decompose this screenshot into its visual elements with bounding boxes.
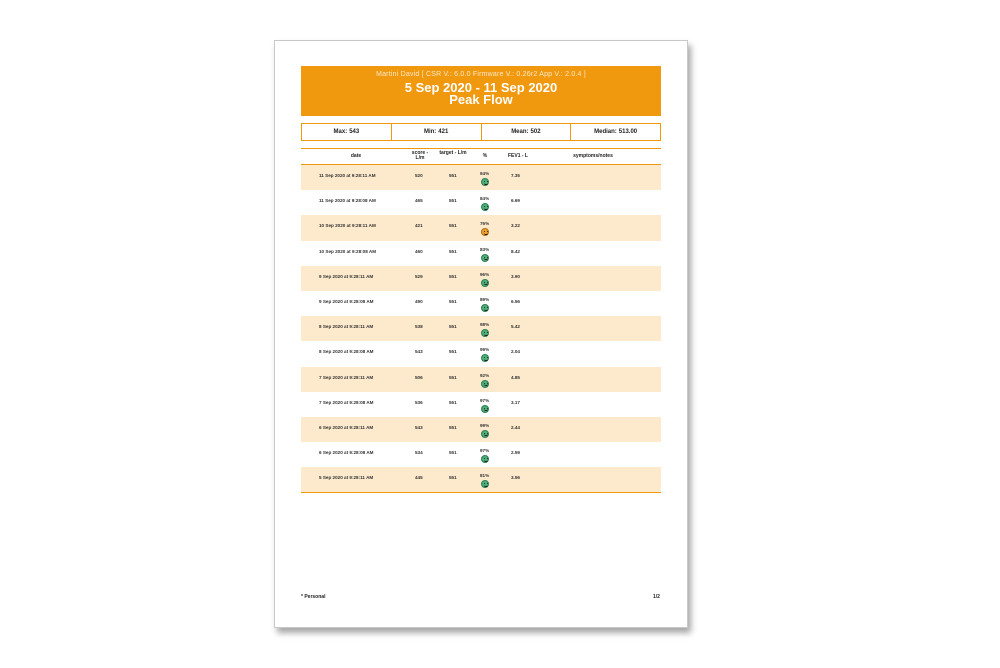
col-date: date: [350, 153, 362, 159]
cell-score: 421: [415, 223, 423, 229]
stat-median: Median: 513.00: [594, 129, 638, 135]
table-row: [301, 266, 661, 291]
cell-target: 551: [449, 298, 457, 304]
cell-date: 7 Sep 2020 at 9:28:11 AM: [319, 374, 374, 380]
report-page: [274, 40, 688, 628]
smiley-face-icon: [481, 430, 489, 438]
table-row: [301, 367, 661, 392]
col-percent: %: [482, 153, 488, 159]
report-header: [301, 66, 661, 116]
cell-fev1: 2.04: [511, 349, 520, 355]
smiley-face-icon: [481, 279, 489, 287]
cell-score: 538: [415, 324, 423, 330]
cell-score: 543: [415, 424, 423, 430]
table-row: [301, 190, 661, 215]
cell-score: 506: [415, 374, 423, 380]
cell-fev1: 4.85: [511, 374, 520, 380]
report-title: Peak Flow: [449, 92, 513, 107]
date-range: 5 Sep 2020 - 11 Sep 2020: [404, 80, 558, 95]
cell-percent: 89%: [480, 296, 490, 302]
cell-score: 460: [415, 248, 423, 254]
cell-percent: 94%: [480, 171, 490, 176]
cell-percent: 99%: [480, 347, 490, 353]
table-row: [301, 165, 661, 190]
cell-date: 6 Sep 2020 at 9:28:08 AM: [319, 450, 374, 456]
cell-score: 534: [415, 450, 423, 456]
cell-date: 10 Sep 2020 at 9:28:11 AM: [319, 223, 376, 229]
table-row: [301, 341, 661, 366]
col-notes: symptoms/notes: [573, 153, 613, 159]
table-row: [301, 291, 661, 316]
peak-flow-table: [301, 148, 661, 493]
cell-percent: 81%: [480, 473, 490, 479]
cell-percent: 76%: [480, 221, 490, 227]
cell-score: 445: [415, 475, 423, 481]
smiley-face-icon: [481, 480, 489, 488]
cell-target: 551: [449, 248, 457, 254]
table-body: [301, 165, 661, 493]
smiley-face-icon: [481, 405, 489, 413]
patient-device-info: Martini David [ CSR V.: 6.0.0 Firmware V.: 0.26r2 App V.: 2.0.4 ]: [376, 71, 586, 78]
cell-target: 551: [449, 374, 457, 380]
cell-fev1: 7.35: [511, 173, 520, 178]
cell-fev1: 2.59: [511, 450, 520, 456]
cell-target: 551: [449, 273, 457, 279]
cell-target: 551: [449, 349, 457, 355]
cell-score: 529: [415, 273, 423, 279]
cell-score: 465: [415, 198, 423, 204]
cell-fev1: 8.42: [511, 248, 520, 254]
table-header: [301, 148, 661, 165]
cell-score: 490: [415, 298, 423, 304]
cell-date: 7 Sep 2020 at 9:28:08 AM: [319, 399, 374, 405]
summary-stats: [301, 123, 661, 141]
cell-target: 551: [449, 198, 457, 204]
smiley-face-icon: [481, 254, 489, 262]
stat-min: Min: 421: [392, 124, 482, 140]
cell-percent: 98%: [480, 322, 490, 328]
cell-score: 520: [415, 173, 423, 178]
cell-target: 551: [449, 399, 457, 405]
col-score: score - L/m: [411, 150, 429, 161]
neutral-face-icon: [481, 228, 489, 236]
cell-fev1: 3.56: [511, 475, 520, 481]
cell-fev1: 6.56: [511, 298, 520, 304]
table-row: [301, 467, 661, 492]
smiley-face-icon: [481, 304, 489, 312]
stat-max: Max: 543: [302, 124, 392, 140]
smiley-face-icon: [481, 455, 489, 463]
table-row: [301, 316, 661, 341]
smiley-face-icon: [481, 203, 489, 211]
cell-date: 8 Sep 2020 at 9:28:11 AM: [319, 324, 374, 330]
cell-target: 551: [449, 424, 457, 430]
table-row: [301, 241, 661, 266]
table-row: [301, 215, 661, 240]
col-fev1: FEV1 - L: [507, 153, 528, 159]
table-row: [301, 442, 661, 467]
cell-fev1: 3.90: [511, 273, 520, 279]
cell-date: 6 Sep 2020 at 9:28:11 AM: [319, 424, 374, 430]
cell-fev1: 2.44: [511, 424, 520, 430]
table-row: [301, 392, 661, 417]
smiley-face-icon: [481, 178, 489, 186]
cell-percent: 92%: [480, 372, 490, 378]
cell-percent: 84%: [480, 196, 490, 202]
cell-target: 551: [449, 450, 457, 456]
cell-date: 11 Sep 2020 at 9:28:11 AM: [319, 173, 376, 178]
cell-target: 551: [449, 223, 457, 229]
cell-percent: 97%: [480, 397, 490, 403]
cell-date: 5 Sep 2020 at 9:28:11 AM: [319, 475, 374, 481]
cell-date: 8 Sep 2020 at 9:28:08 AM: [319, 349, 374, 355]
cell-score: 543: [415, 349, 423, 355]
cell-percent: 83%: [480, 246, 490, 252]
cell-percent: 96%: [480, 271, 490, 277]
cell-percent: 99%: [480, 422, 490, 428]
smiley-face-icon: [481, 329, 489, 337]
smiley-face-icon: [481, 354, 489, 362]
cell-fev1: 3.17: [511, 399, 520, 405]
col-target: target - L/m: [439, 150, 467, 156]
cell-fev1: 3.22: [511, 223, 520, 229]
table-row: [301, 417, 661, 442]
cell-percent: 97%: [480, 448, 490, 454]
cell-date: 9 Sep 2020 at 9:28:08 AM: [319, 298, 374, 304]
cell-score: 536: [415, 399, 423, 405]
smiley-face-icon: [481, 380, 489, 388]
cell-target: 551: [449, 324, 457, 330]
cell-target: 551: [449, 475, 457, 481]
cell-fev1: 6.69: [511, 198, 520, 204]
page-number: 1/2: [653, 594, 660, 600]
cell-date: 10 Sep 2020 at 9:28:08 AM: [319, 248, 377, 254]
footer-note: * Personal: [301, 594, 326, 600]
cell-fev1: 5.42: [511, 324, 520, 330]
cell-date: 11 Sep 2020 at 9:28:08 AM: [319, 198, 376, 204]
stat-mean: Mean: 502: [482, 124, 572, 140]
cell-target: 551: [449, 173, 457, 178]
cell-date: 9 Sep 2020 at 9:28:11 AM: [319, 273, 374, 279]
